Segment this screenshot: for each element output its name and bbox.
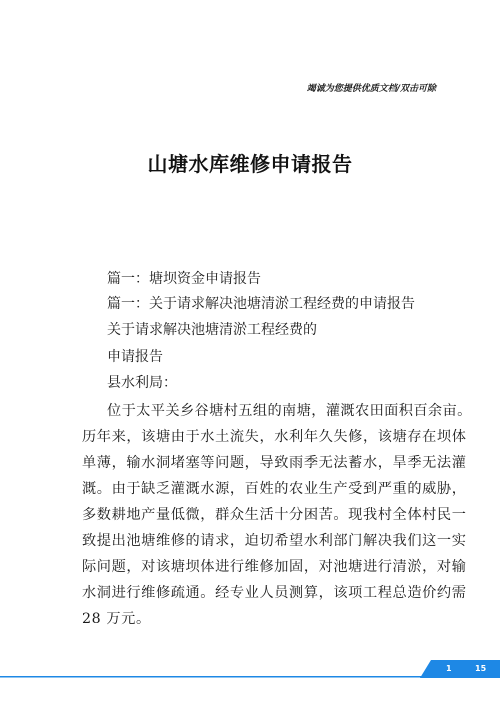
body-line: 历年来，该塘由于水土流失，水利年久失修，该塘存在坝体 xyxy=(82,429,467,445)
body-line: 溉。由于缺乏灌溉水源，百姓的农业生产受到严重的威胁， xyxy=(82,481,467,497)
page-footer xyxy=(0,656,500,682)
intro-line: 篇一：关于请求解决池塘清淤工程经费的申请报告 xyxy=(107,296,415,312)
body-line: 际问题，对该塘坝体进行维修加固，对池塘进行清淤，对输 xyxy=(82,559,467,575)
body-line: 多数耕地产量低微，群众生活十分困苦。现我村全体村民一 xyxy=(82,507,467,523)
body-line: 28 万元。 xyxy=(82,611,151,627)
body-line: 致提出池塘维修的请求，迫切希望水利部门解决我们这一实 xyxy=(82,533,467,549)
body-line: 位于太平关乡谷塘村五组的南塘，灌溉农田面积百余亩。 xyxy=(107,403,472,419)
total-pages-number: 15 xyxy=(475,664,487,673)
intro-line: 篇一：塘坝资金申请报告 xyxy=(107,271,261,287)
header-note: 竭诚为您提供优质文档/双击可除 xyxy=(306,84,436,94)
document-title: 山塘水库维修申请报告 xyxy=(147,152,353,176)
intro-line: 关于请求解决池塘清淤工程经费的 xyxy=(107,322,317,338)
footer-bar-graphic xyxy=(0,656,500,682)
intro-line: 申请报告 xyxy=(107,349,163,365)
body-line: 水洞进行维修疏通。经专业人员测算，该项工程总造价约需 xyxy=(82,585,467,601)
body-line: 单薄，输水洞堵塞等问题，导致雨季无法蓄水，旱季无法灌 xyxy=(82,455,467,471)
salutation: 县水利局： xyxy=(107,375,177,391)
current-page-number: 1 xyxy=(446,664,452,673)
